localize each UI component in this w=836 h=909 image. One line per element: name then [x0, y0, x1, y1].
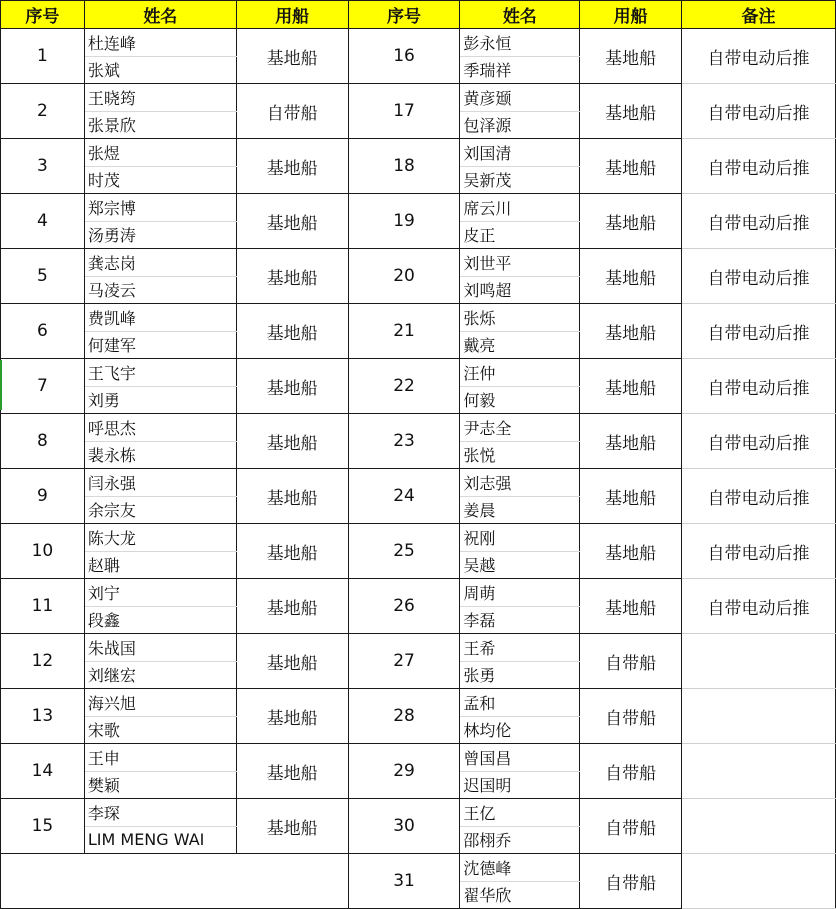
boat-cell[interactable]: 基地船: [236, 799, 348, 854]
boat-cell[interactable]: 基地船: [580, 469, 682, 524]
name-cell[interactable]: 刘继宏: [84, 661, 236, 689]
name-cell[interactable]: 张烁: [460, 304, 580, 332]
selection-edge-marker: [0, 360, 2, 410]
seq-cell[interactable]: 30: [348, 799, 460, 854]
name-cell[interactable]: 朱战国: [84, 634, 236, 662]
seq-cell[interactable]: 12: [1, 634, 85, 689]
table-row: [1, 689, 836, 717]
seq-cell[interactable]: 1: [1, 29, 85, 84]
seq-cell[interactable]: 9: [1, 469, 85, 524]
seq-cell[interactable]: 31: [348, 854, 460, 909]
table-row: [1, 414, 836, 442]
seq-cell[interactable]: 20: [348, 249, 460, 304]
note-cell[interactable]: [682, 634, 836, 689]
seq-cell[interactable]: 2: [1, 84, 85, 139]
note-cell[interactable]: 自带电动后推: [682, 579, 836, 634]
note-cell[interactable]: 自带电动后推: [682, 359, 836, 414]
seq-cell[interactable]: 15: [1, 799, 85, 854]
boat-cell[interactable]: 基地船: [236, 359, 348, 414]
name-cell[interactable]: 海兴旭: [84, 689, 236, 717]
header-boat-left: 用船: [236, 1, 348, 29]
boat-cell[interactable]: 基地船: [236, 634, 348, 689]
seq-cell[interactable]: 10: [1, 524, 85, 579]
name-cell[interactable]: 宋歌: [84, 716, 236, 744]
table-row: [1, 634, 836, 662]
seq-cell[interactable]: 23: [348, 414, 460, 469]
name-cell[interactable]: 裴永栋: [84, 441, 236, 469]
name-cell[interactable]: 李磊: [460, 606, 580, 634]
name-cell[interactable]: 包泽源: [460, 111, 580, 139]
name-cell[interactable]: 费凯峰: [84, 304, 236, 332]
note-cell[interactable]: 自带电动后推: [682, 139, 836, 194]
seq-cell[interactable]: 4: [1, 194, 85, 249]
name-cell[interactable]: 赵聃: [84, 551, 236, 579]
note-cell[interactable]: 自带电动后推: [682, 414, 836, 469]
name-cell[interactable]: 余宗友: [84, 496, 236, 524]
name-cell[interactable]: 汤勇涛: [84, 221, 236, 249]
name-cell[interactable]: 沈德峰: [460, 854, 580, 882]
boat-cell[interactable]: 基地船: [236, 414, 348, 469]
seq-cell[interactable]: 11: [1, 579, 85, 634]
boat-cell[interactable]: 基地船: [580, 414, 682, 469]
name-cell[interactable]: 马凌云: [84, 276, 236, 304]
seq-cell[interactable]: 13: [1, 689, 85, 744]
table-row: [1, 304, 836, 332]
note-cell[interactable]: 自带电动后推: [682, 249, 836, 304]
table-row: [1, 579, 836, 607]
boat-cell[interactable]: 基地船: [580, 579, 682, 634]
table-row: [1, 194, 836, 222]
name-cell[interactable]: 汪仲: [460, 359, 580, 387]
name-cell[interactable]: 杜连峰: [84, 29, 236, 57]
name-cell[interactable]: 郑宗博: [84, 194, 236, 222]
seq-cell[interactable]: 8: [1, 414, 85, 469]
name-cell[interactable]: 刘国清: [460, 139, 580, 167]
name-cell[interactable]: 何毅: [460, 386, 580, 414]
seq-cell[interactable]: 22: [348, 359, 460, 414]
boat-cell[interactable]: 基地船: [236, 744, 348, 799]
name-cell[interactable]: 吴越: [460, 551, 580, 579]
seq-cell[interactable]: 6: [1, 304, 85, 359]
boat-cell[interactable]: 自带船: [580, 744, 682, 799]
name-cell[interactable]: 刘世平: [460, 249, 580, 277]
boat-cell[interactable]: 基地船: [236, 194, 348, 249]
name-cell[interactable]: 龚志岗: [84, 249, 236, 277]
boat-cell[interactable]: 基地船: [580, 29, 682, 84]
header-boat-right: 用船: [580, 1, 682, 29]
table-row: [1, 249, 836, 277]
name-cell[interactable]: 邵栩乔: [460, 826, 580, 854]
name-cell[interactable]: 刘鸣超: [460, 276, 580, 304]
boat-cell[interactable]: 基地船: [236, 304, 348, 359]
boat-cell[interactable]: 基地船: [580, 249, 682, 304]
seq-cell[interactable]: 18: [348, 139, 460, 194]
name-cell[interactable]: 祝刚: [460, 524, 580, 552]
table-row: [1, 29, 836, 57]
name-cell[interactable]: 曾国昌: [460, 744, 580, 772]
table-row: [1, 524, 836, 552]
name-cell[interactable]: 席云川: [460, 194, 580, 222]
seq-cell[interactable]: 5: [1, 249, 85, 304]
seq-cell[interactable]: 3: [1, 139, 85, 194]
name-cell[interactable]: 黄彦颋: [460, 84, 580, 112]
header-note: 备注: [682, 1, 836, 29]
boat-cell[interactable]: 自带船: [236, 84, 348, 139]
name-cell[interactable]: 彭永恒: [460, 29, 580, 57]
header-name-right: 姓名: [460, 1, 580, 29]
note-cell[interactable]: 自带电动后推: [682, 84, 836, 139]
table-row: [1, 469, 836, 497]
table-row: [1, 854, 836, 882]
seq-cell[interactable]: 21: [348, 304, 460, 359]
table-row: [1, 744, 836, 772]
name-cell[interactable]: 樊颖: [84, 771, 236, 799]
boat-cell[interactable]: 基地船: [236, 249, 348, 304]
name-cell[interactable]: 戴亮: [460, 331, 580, 359]
name-cell[interactable]: 王申: [84, 744, 236, 772]
boat-cell[interactable]: 基地船: [580, 304, 682, 359]
name-cell[interactable]: LIM MENG WAI: [84, 826, 236, 854]
seq-cell[interactable]: 28: [348, 689, 460, 744]
name-cell[interactable]: 周萌: [460, 579, 580, 607]
name-cell[interactable]: 季瑞祥: [460, 56, 580, 84]
name-cell[interactable]: 姜晨: [460, 496, 580, 524]
table-row: [1, 84, 836, 112]
boat-cell[interactable]: 自带船: [580, 689, 682, 744]
name-cell[interactable]: 何建军: [84, 331, 236, 359]
name-cell[interactable]: 段鑫: [84, 606, 236, 634]
name-cell[interactable]: 吴新茂: [460, 166, 580, 194]
seq-cell[interactable]: 14: [1, 744, 85, 799]
seq-cell[interactable]: 27: [348, 634, 460, 689]
boat-cell[interactable]: 基地船: [236, 469, 348, 524]
boat-cell[interactable]: 基地船: [236, 29, 348, 84]
boat-cell[interactable]: 基地船: [236, 139, 348, 194]
note-cell[interactable]: 自带电动后推: [682, 304, 836, 359]
boat-cell[interactable]: 基地船: [580, 84, 682, 139]
name-cell[interactable]: 刘志强: [460, 469, 580, 497]
name-cell[interactable]: 孟和: [460, 689, 580, 717]
header-seq-left: 序号: [1, 1, 85, 29]
name-cell[interactable]: 刘宁: [84, 579, 236, 607]
name-cell[interactable]: 尹志全: [460, 414, 580, 442]
seq-cell[interactable]: 19: [348, 194, 460, 249]
name-cell[interactable]: 张悦: [460, 441, 580, 469]
table-row: [1, 359, 836, 387]
header-row: [1, 1, 836, 29]
seq-cell[interactable]: 29: [348, 744, 460, 799]
note-cell[interactable]: [682, 689, 836, 744]
boat-cell[interactable]: 基地船: [580, 359, 682, 414]
boat-cell[interactable]: 自带船: [580, 799, 682, 854]
name-cell[interactable]: 张煜: [84, 139, 236, 167]
header-name-left: 姓名: [84, 1, 236, 29]
boat-cell[interactable]: 自带船: [580, 634, 682, 689]
seq-cell[interactable]: 24: [348, 469, 460, 524]
boat-cell[interactable]: 基地船: [580, 524, 682, 579]
boat-cell[interactable]: 基地船: [580, 194, 682, 249]
table-row: [1, 139, 836, 167]
boat-cell[interactable]: 基地船: [236, 689, 348, 744]
note-cell[interactable]: [682, 799, 836, 854]
header-seq-right: 序号: [348, 1, 460, 29]
seq-cell[interactable]: 17: [348, 84, 460, 139]
seq-cell[interactable]: 7: [1, 359, 85, 414]
name-cell[interactable]: 呼思杰: [84, 414, 236, 442]
boat-cell[interactable]: 基地船: [236, 524, 348, 579]
name-cell[interactable]: 王飞宇: [84, 359, 236, 387]
boat-cell[interactable]: 自带船: [580, 854, 682, 909]
name-cell[interactable]: 时茂: [84, 166, 236, 194]
boat-cell[interactable]: 基地船: [580, 139, 682, 194]
name-cell[interactable]: 闫永强: [84, 469, 236, 497]
name-cell[interactable]: 陈大龙: [84, 524, 236, 552]
seq-cell[interactable]: 25: [348, 524, 460, 579]
name-cell[interactable]: 刘勇: [84, 386, 236, 414]
name-cell[interactable]: 李琛: [84, 799, 236, 827]
name-cell[interactable]: 迟国明: [460, 771, 580, 799]
note-cell[interactable]: 自带电动后推: [682, 524, 836, 579]
name-cell[interactable]: 王亿: [460, 799, 580, 827]
note-cell[interactable]: 自带电动后推: [682, 29, 836, 84]
name-cell[interactable]: 张景欣: [84, 111, 236, 139]
boat-cell[interactable]: 基地船: [236, 579, 348, 634]
table-row: [1, 799, 836, 827]
name-cell[interactable]: 王希: [460, 634, 580, 662]
name-cell[interactable]: 张斌: [84, 56, 236, 84]
name-cell[interactable]: 王晓筠: [84, 84, 236, 112]
note-cell[interactable]: [682, 854, 836, 909]
name-cell[interactable]: 翟华欣: [460, 881, 580, 909]
seq-cell[interactable]: 16: [348, 29, 460, 84]
name-cell[interactable]: 皮正: [460, 221, 580, 249]
note-cell[interactable]: 自带电动后推: [682, 469, 836, 524]
empty-cell[interactable]: [1, 854, 349, 909]
seq-cell[interactable]: 26: [348, 579, 460, 634]
name-cell[interactable]: 张勇: [460, 661, 580, 689]
name-cell[interactable]: 林均伦: [460, 716, 580, 744]
note-cell[interactable]: 自带电动后推: [682, 194, 836, 249]
note-cell[interactable]: [682, 744, 836, 799]
